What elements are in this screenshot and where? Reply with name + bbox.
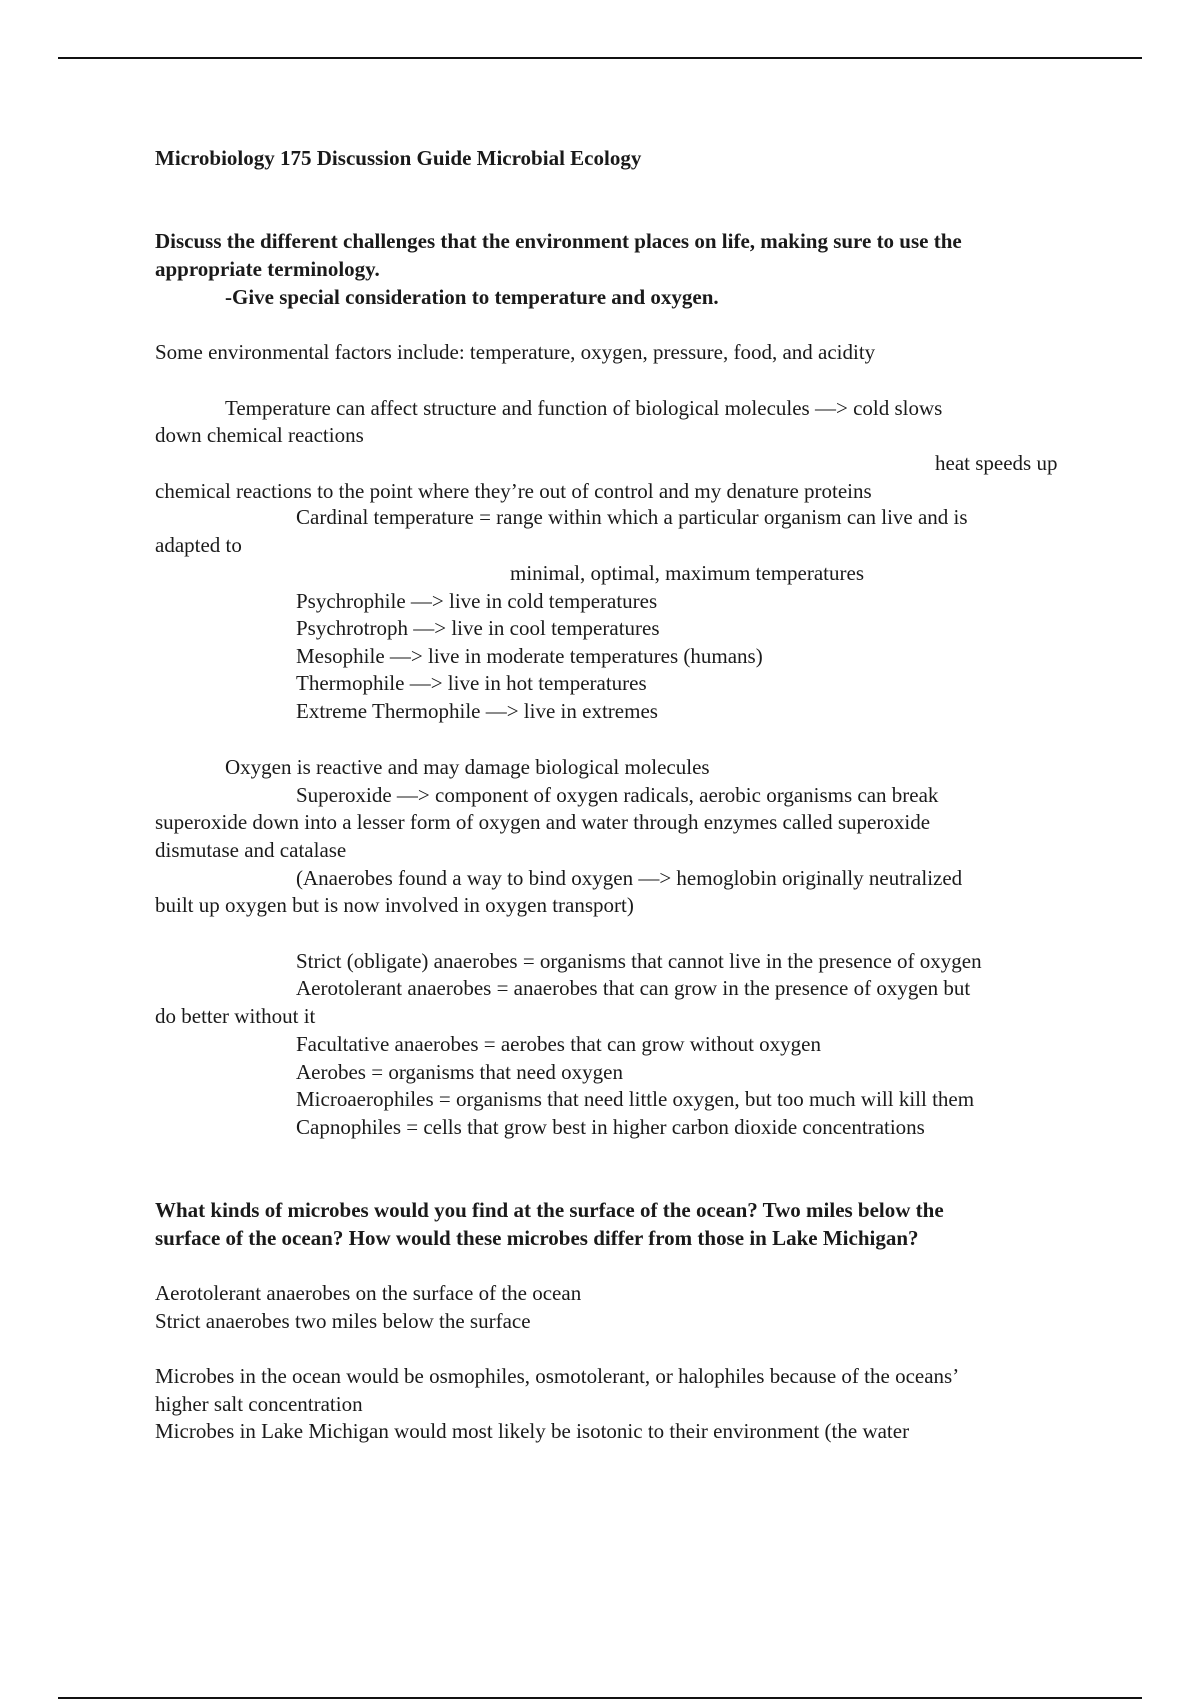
question-1-line-3: -Give special consideration to temperature and oxygen. (225, 285, 719, 309)
answer-ocean-a: Microbes in the ocean would be osmophiles, osmotolerant, or halophiles because of the oceans’ (155, 1364, 960, 1388)
answer-cardinal-a: Cardinal temperature = range within which a particular organism can live and is (296, 505, 968, 529)
answer-anaerobes-a: (Anaerobes found a way to bind oxygen —> hemoglobin originally neutralized (296, 866, 963, 890)
answer-aerotolerant-b: do better without it (155, 1004, 316, 1028)
answer-superoxide-a: Superoxide —> component of oxygen radicals, aerobic organisms can break (296, 783, 939, 807)
answer-aerobes: Aerobes = organisms that need oxygen (296, 1060, 623, 1084)
question-1-line-1: Discuss the different challenges that the environment places on life, making sure to use the (155, 229, 962, 253)
answer-microaerophiles: Microaerophiles = organisms that need little oxygen, but too much will kill them (296, 1087, 975, 1111)
top-rule (58, 57, 1142, 59)
document-title: Microbiology 175 Discussion Guide Microbial Ecology (155, 146, 642, 170)
answer-lake-michigan: Microbes in Lake Michigan would most likely be isotonic to their environment (the water (155, 1419, 910, 1443)
question-1-line-2: appropriate terminology. (155, 257, 380, 281)
answer-anaerobes-b: built up oxygen but is now involved in oxygen transport) (155, 893, 634, 917)
answer-superoxide-c: dismutase and catalase (155, 838, 347, 862)
answer-psychrophile: Psychrophile —> live in cold temperatures (296, 589, 658, 613)
answer-factors: Some environmental factors include: temperature, oxygen, pressure, food, and acidity (155, 340, 876, 364)
answer-oxygen: Oxygen is reactive and may damage biological molecules (225, 755, 710, 779)
question-2-line-1: What kinds of microbes would you find at the surface of the ocean? Two miles below the (155, 1198, 944, 1222)
answer-cardinal-b: adapted to (155, 533, 242, 557)
answer-extreme-thermophile: Extreme Thermophile —> live in extremes (296, 699, 658, 723)
answer-temperature-1a: Temperature can affect structure and function of biological molecules —> cold slows (225, 396, 943, 420)
answer-mesophile: Mesophile —> live in moderate temperatures (humans) (296, 644, 763, 668)
bottom-rule (58, 1697, 1142, 1699)
answer-ocean-b: higher salt concentration (155, 1392, 363, 1416)
answer-thermophile: Thermophile —> live in hot temperatures (296, 671, 647, 695)
question-2-line-2: surface of the ocean? How would these microbes differ from those in Lake Michigan? (155, 1226, 919, 1250)
answer-below-surface: Strict anaerobes two miles below the surface (155, 1309, 531, 1333)
answer-capnophiles: Capnophiles = cells that grow best in higher carbon dioxide concentrations (296, 1115, 925, 1139)
answer-temperature-2b: chemical reactions to the point where they’re out of control and my denature proteins (155, 479, 872, 503)
answer-superoxide-b: superoxide down into a lesser form of oxygen and water through enzymes called superoxide (155, 810, 931, 834)
answer-cardinal-c: minimal, optimal, maximum temperatures (510, 561, 865, 585)
answer-aerotolerant-a: Aerotolerant anaerobes = anaerobes that can grow in the presence of oxygen but (296, 976, 971, 1000)
answer-surface: Aerotolerant anaerobes on the surface of the ocean (155, 1281, 582, 1305)
answer-temperature-1b: down chemical reactions (155, 423, 364, 447)
answer-facultative: Facultative anaerobes = aerobes that can grow without oxygen (296, 1032, 821, 1056)
answer-strict-anaerobes: Strict (obligate) anaerobes = organisms that cannot live in the presence of oxygen (296, 949, 982, 973)
answer-psychrotroph: Psychrotroph —> live in cool temperatures (296, 616, 660, 640)
answer-temperature-2a: heat speeds up (935, 451, 1058, 475)
